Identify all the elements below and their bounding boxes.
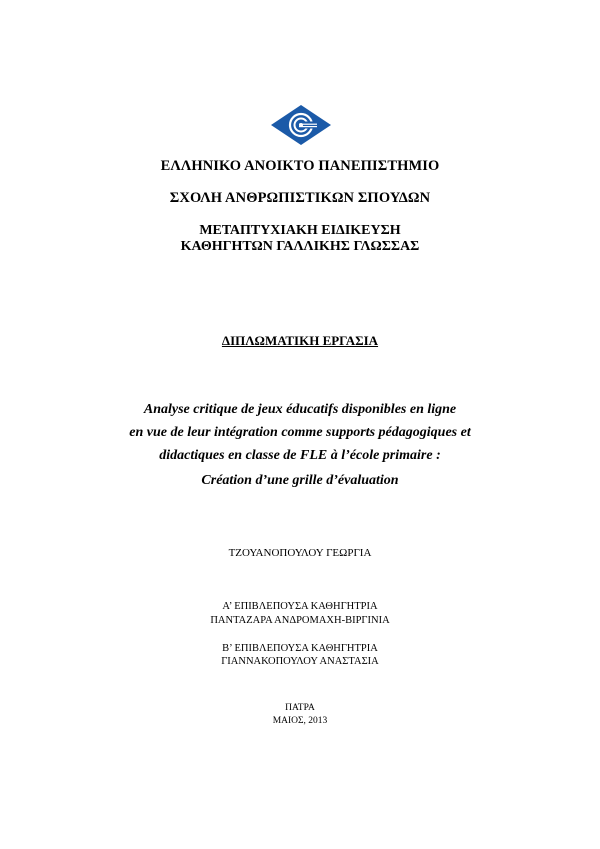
- date: ΜΑΙΟΣ, 2013: [272, 716, 328, 726]
- first-supervisor-name: ΠΑΝΤΑΖΑΡΑ ΑΝΔΡΟΜΑΧΗ-ΒΙΡΓΙΝΙΑ: [210, 615, 390, 626]
- first-supervisor-role: Α’ ΕΠΙΒΛΕΠΟΥΣΑ ΚΑΘΗΓΗΤΡΙΑ: [222, 601, 378, 612]
- title-line-4: Création d’une grille d’évaluation: [201, 473, 399, 488]
- second-supervisor-role: Β’ ΕΠΙΒΛΕΠΟΥΣΑ ΚΑΘΗΓΗΤΡΙΑ: [222, 643, 378, 654]
- school-name: ΣΧΟΛΗ ΑΝΘΡΩΠΙΣΤΙΚΩΝ ΣΠΟΥΔΩΝ: [169, 190, 431, 206]
- specialization-line-2: ΚΑΘΗΓΗΤΩΝ ΓΑΛΛΙΚΗΣ ΓΛΩΣΣΑΣ: [180, 239, 420, 254]
- title-line-3: didactiques en classe de FLE à l’école primaire :: [159, 448, 441, 463]
- university-name: ΕΛΛΗΝΙΚΟ ΑΝΟΙΚΤΟ ΠΑΝΕΠΙΣΤΗΜΙΟ: [160, 158, 440, 174]
- title-line-1: Analyse critique de jeux éducatifs disponibles en ligne: [143, 402, 457, 417]
- city: ΠΑΤΡΑ: [285, 703, 315, 713]
- title-line-2: en vue de leur intégration comme supports pédagogiques et: [129, 425, 471, 440]
- thesis-type: ΔΙΠΛΩΜΑΤΙΚΗ ΕΡΓΑΣΙΑ: [221, 333, 379, 348]
- specialization-line-1: ΜΕΤΑΠΤΥΧΙΑΚΗ ΕΙΔΙΚΕΥΣΗ: [199, 223, 401, 238]
- author-name: ΤΖΟΥΑΝΟΠΟΥΛΟΥ ΓΕΩΡΓΙΑ: [228, 547, 372, 559]
- university-logo-icon: [270, 104, 332, 146]
- second-supervisor-name: ΓΙΑΝΝΑΚΟΠΟΥΛΟΥ ΑΝΑΣΤΑΣΙΑ: [221, 656, 379, 667]
